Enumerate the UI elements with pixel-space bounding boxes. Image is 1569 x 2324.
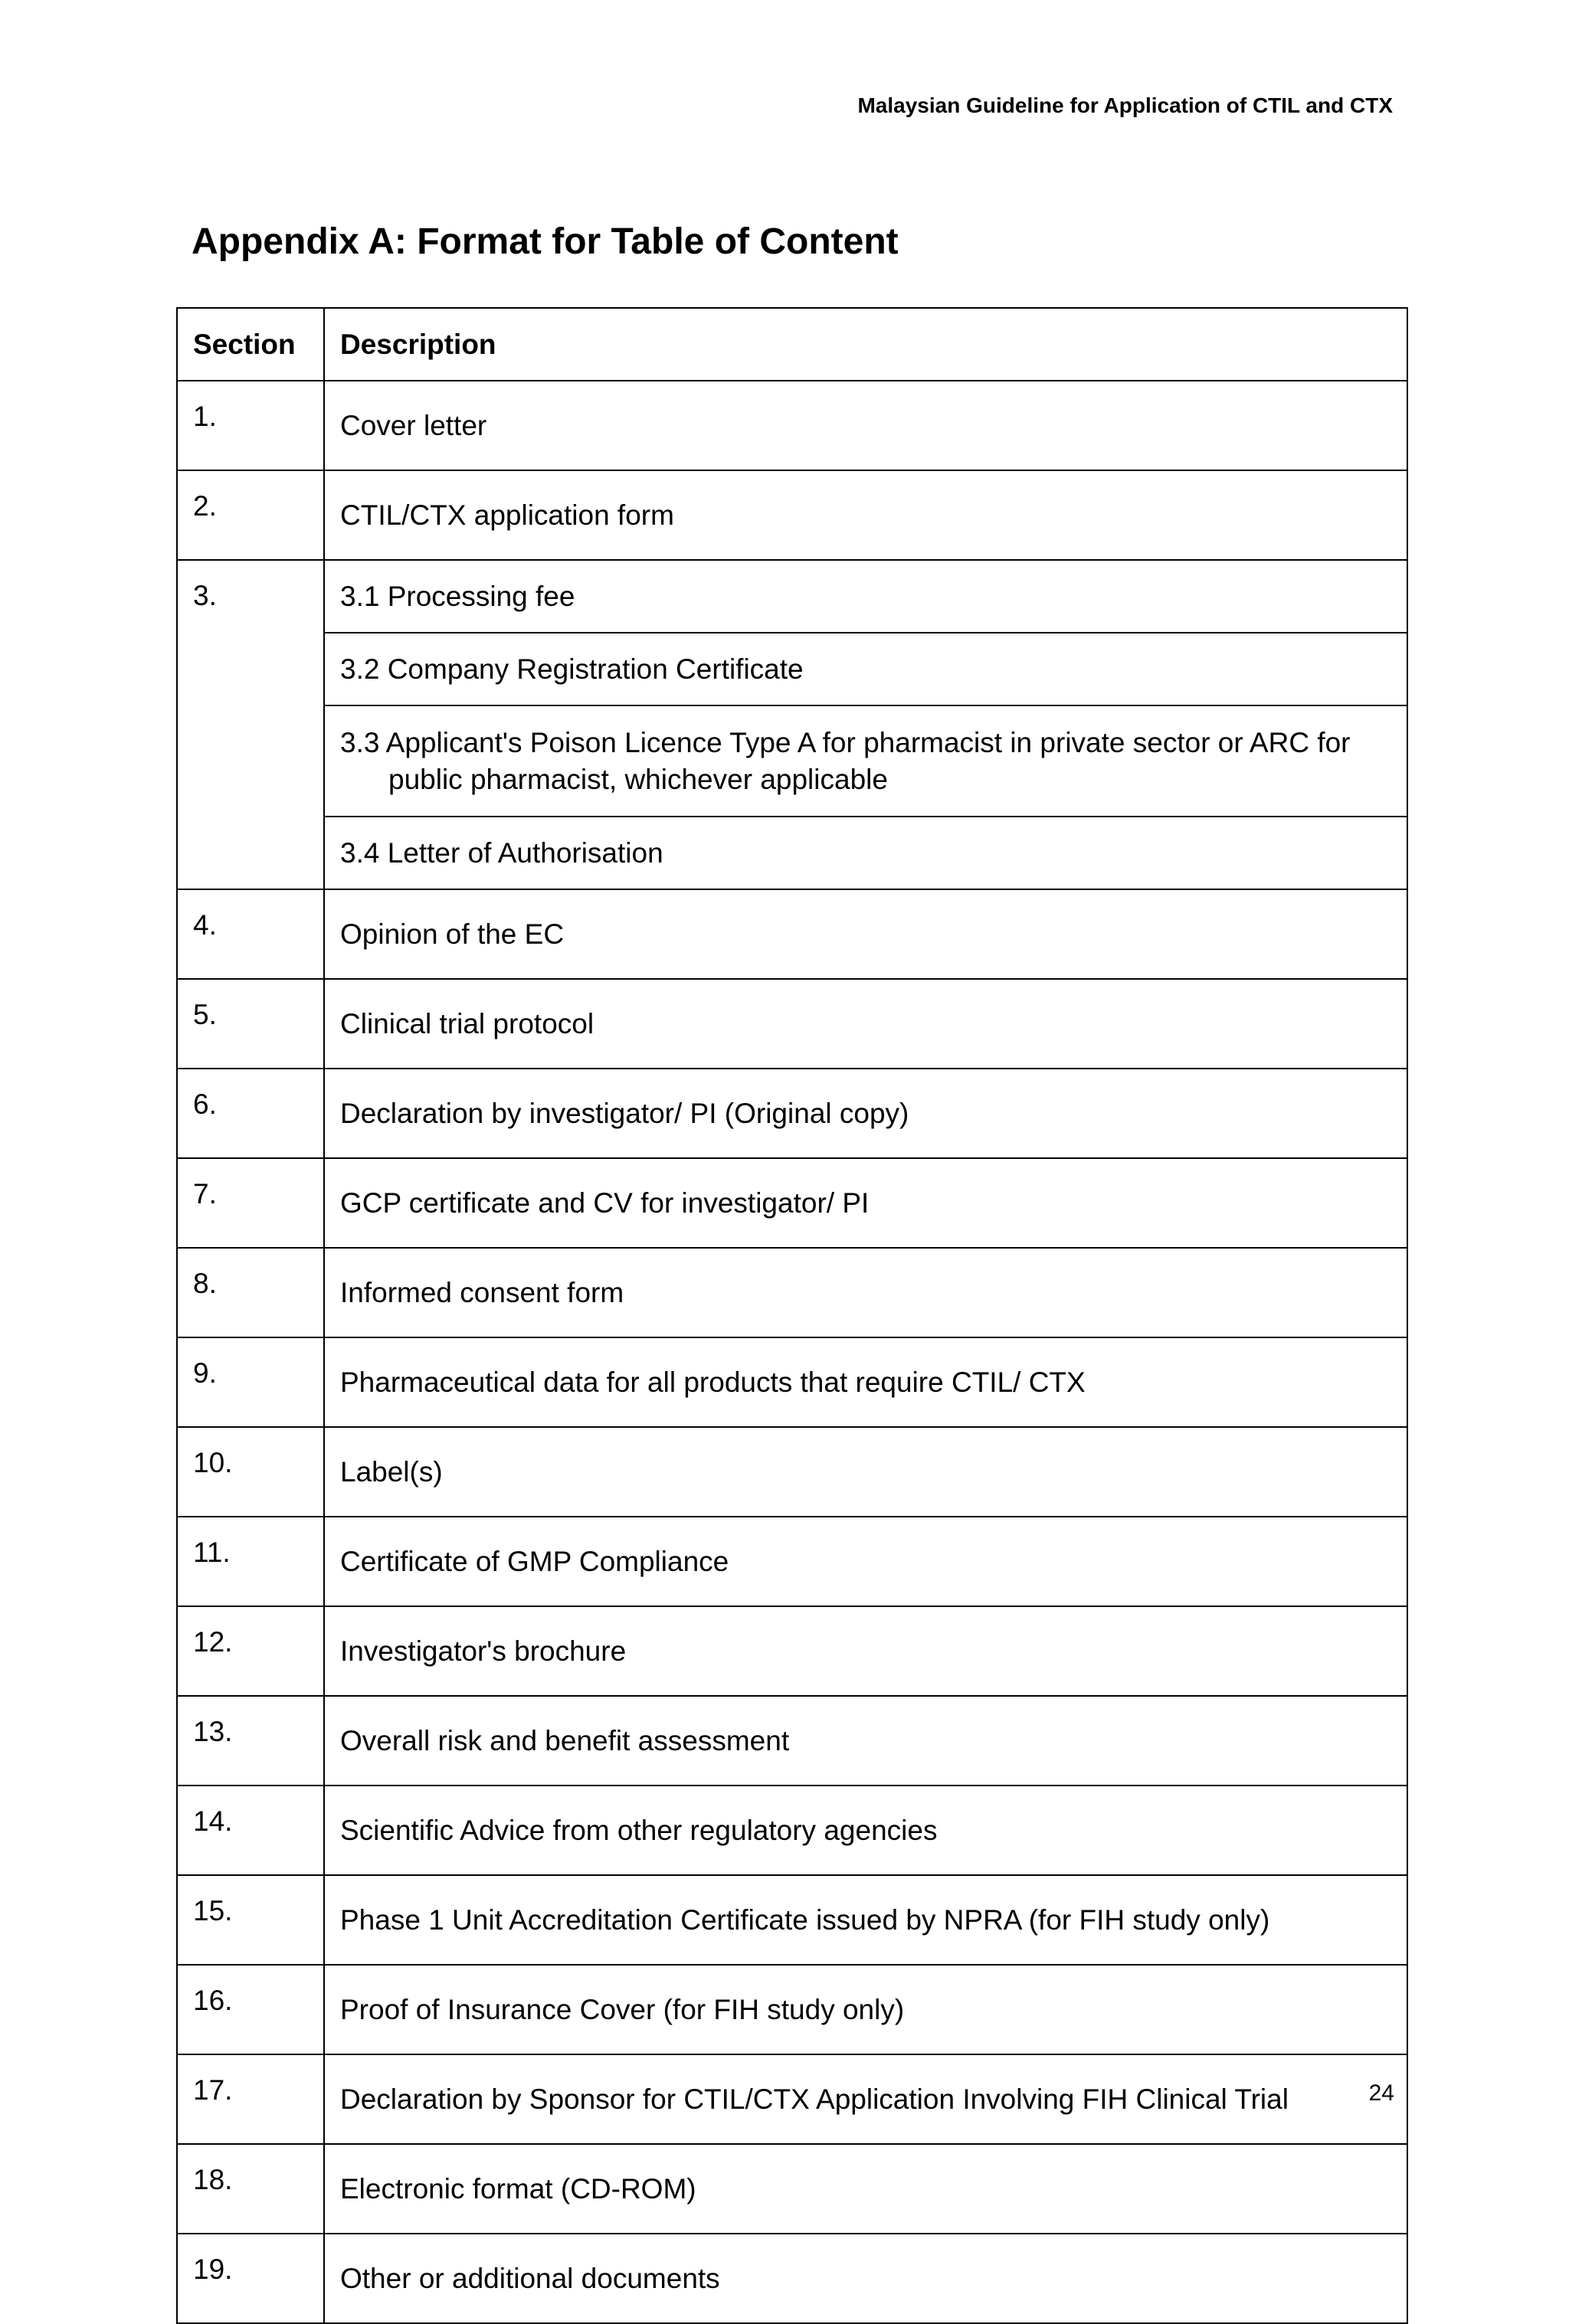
page-title: Appendix A: Format for Table of Content (192, 221, 899, 262)
table-of-content (176, 307, 1408, 2324)
table-row (177, 2144, 1407, 2234)
table-row (177, 381, 1407, 470)
section-number: 2. (177, 470, 324, 560)
table-row (177, 1069, 1407, 1158)
table-row (177, 2054, 1407, 2144)
section-description: Electronic format (CD-ROM) (324, 2144, 1407, 2234)
section-number: 9. (177, 1337, 324, 1427)
table-row (177, 1606, 1407, 1696)
table-row (177, 470, 1407, 560)
table-row (177, 1427, 1407, 1517)
section-number: 10. (177, 1427, 324, 1517)
table-row (177, 633, 1407, 705)
section-description: Opinion of the EC (324, 889, 1407, 979)
section-number: 8. (177, 1248, 324, 1337)
section-number: 17. (177, 2054, 324, 2144)
running-header: Malaysian Guideline for Application of CTIL and CTX (857, 93, 1393, 117)
section-description: Overall risk and benefit assessment (324, 1696, 1407, 1786)
section-number: 15. (177, 1875, 324, 1965)
section-description: Proof of Insurance Cover (for FIH study only) (324, 1965, 1407, 2054)
section-description: Cover letter (324, 381, 1407, 470)
section-description: GCP certificate and CV for investigator/ PI (324, 1158, 1407, 1248)
subsection-description: 3.4 Letter of Authorisation (324, 817, 1407, 889)
section-description: Phase 1 Unit Accreditation Certificate issued by NPRA (for FIH study only) (324, 1875, 1407, 1965)
section-number: 13. (177, 1696, 324, 1786)
table-row (177, 979, 1407, 1069)
section-description: Investigator's brochure (324, 1606, 1407, 1696)
section-number: 18. (177, 2144, 324, 2234)
section-description: Declaration by Sponsor for CTIL/CTX Application Involving FIH Clinical Trial (324, 2054, 1407, 2144)
section-description: CTIL/CTX application form (324, 470, 1407, 560)
subsection-description: 3.1 Processing fee (324, 560, 1407, 633)
section-number: 11. (177, 1517, 324, 1606)
table-row (177, 1875, 1407, 1965)
section-number: 16. (177, 1965, 324, 2054)
table-row (177, 2234, 1407, 2323)
section-number: 19. (177, 2234, 324, 2323)
section-number: 7. (177, 1158, 324, 1248)
section-description: Pharmaceutical data for all products that require CTIL/ CTX (324, 1337, 1407, 1427)
table-row (177, 1696, 1407, 1786)
section-number: 4. (177, 889, 324, 979)
table-row (177, 1786, 1407, 1875)
subsection-description: 3.3 Applicant's Poison Licence Type A for pharmacist in private sector or ARC for public pharmacist, whichever applicable (324, 705, 1407, 817)
section-description: Label(s) (324, 1427, 1407, 1517)
table-row (177, 1158, 1407, 1248)
section-description: Clinical trial protocol (324, 979, 1407, 1069)
section-description: Scientific Advice from other regulatory agencies (324, 1786, 1407, 1875)
table-row (177, 1965, 1407, 2054)
section-column-header: Section (177, 308, 324, 381)
table-row (177, 560, 1407, 633)
table-row (177, 817, 1407, 889)
table-row (177, 705, 1407, 817)
section-number: 3. (177, 560, 324, 889)
subsection-description: 3.2 Company Registration Certificate (324, 633, 1407, 705)
section-number: 6. (177, 1069, 324, 1158)
section-description: Declaration by investigator/ PI (Original copy) (324, 1069, 1407, 1158)
table-row (177, 1337, 1407, 1427)
table-row (177, 1517, 1407, 1606)
section-number: 5. (177, 979, 324, 1069)
section-description: Certificate of GMP Compliance (324, 1517, 1407, 1606)
section-number: 1. (177, 381, 324, 470)
section-description: Other or additional documents (324, 2234, 1407, 2323)
table-header-row (177, 308, 1407, 381)
section-description: Informed consent form (324, 1248, 1407, 1337)
section-number: 14. (177, 1786, 324, 1875)
table-row (177, 1248, 1407, 1337)
section-number: 12. (177, 1606, 324, 1696)
description-column-header: Description (324, 308, 1407, 381)
table-row (177, 889, 1407, 979)
page-number: 24 (1368, 2080, 1394, 2106)
